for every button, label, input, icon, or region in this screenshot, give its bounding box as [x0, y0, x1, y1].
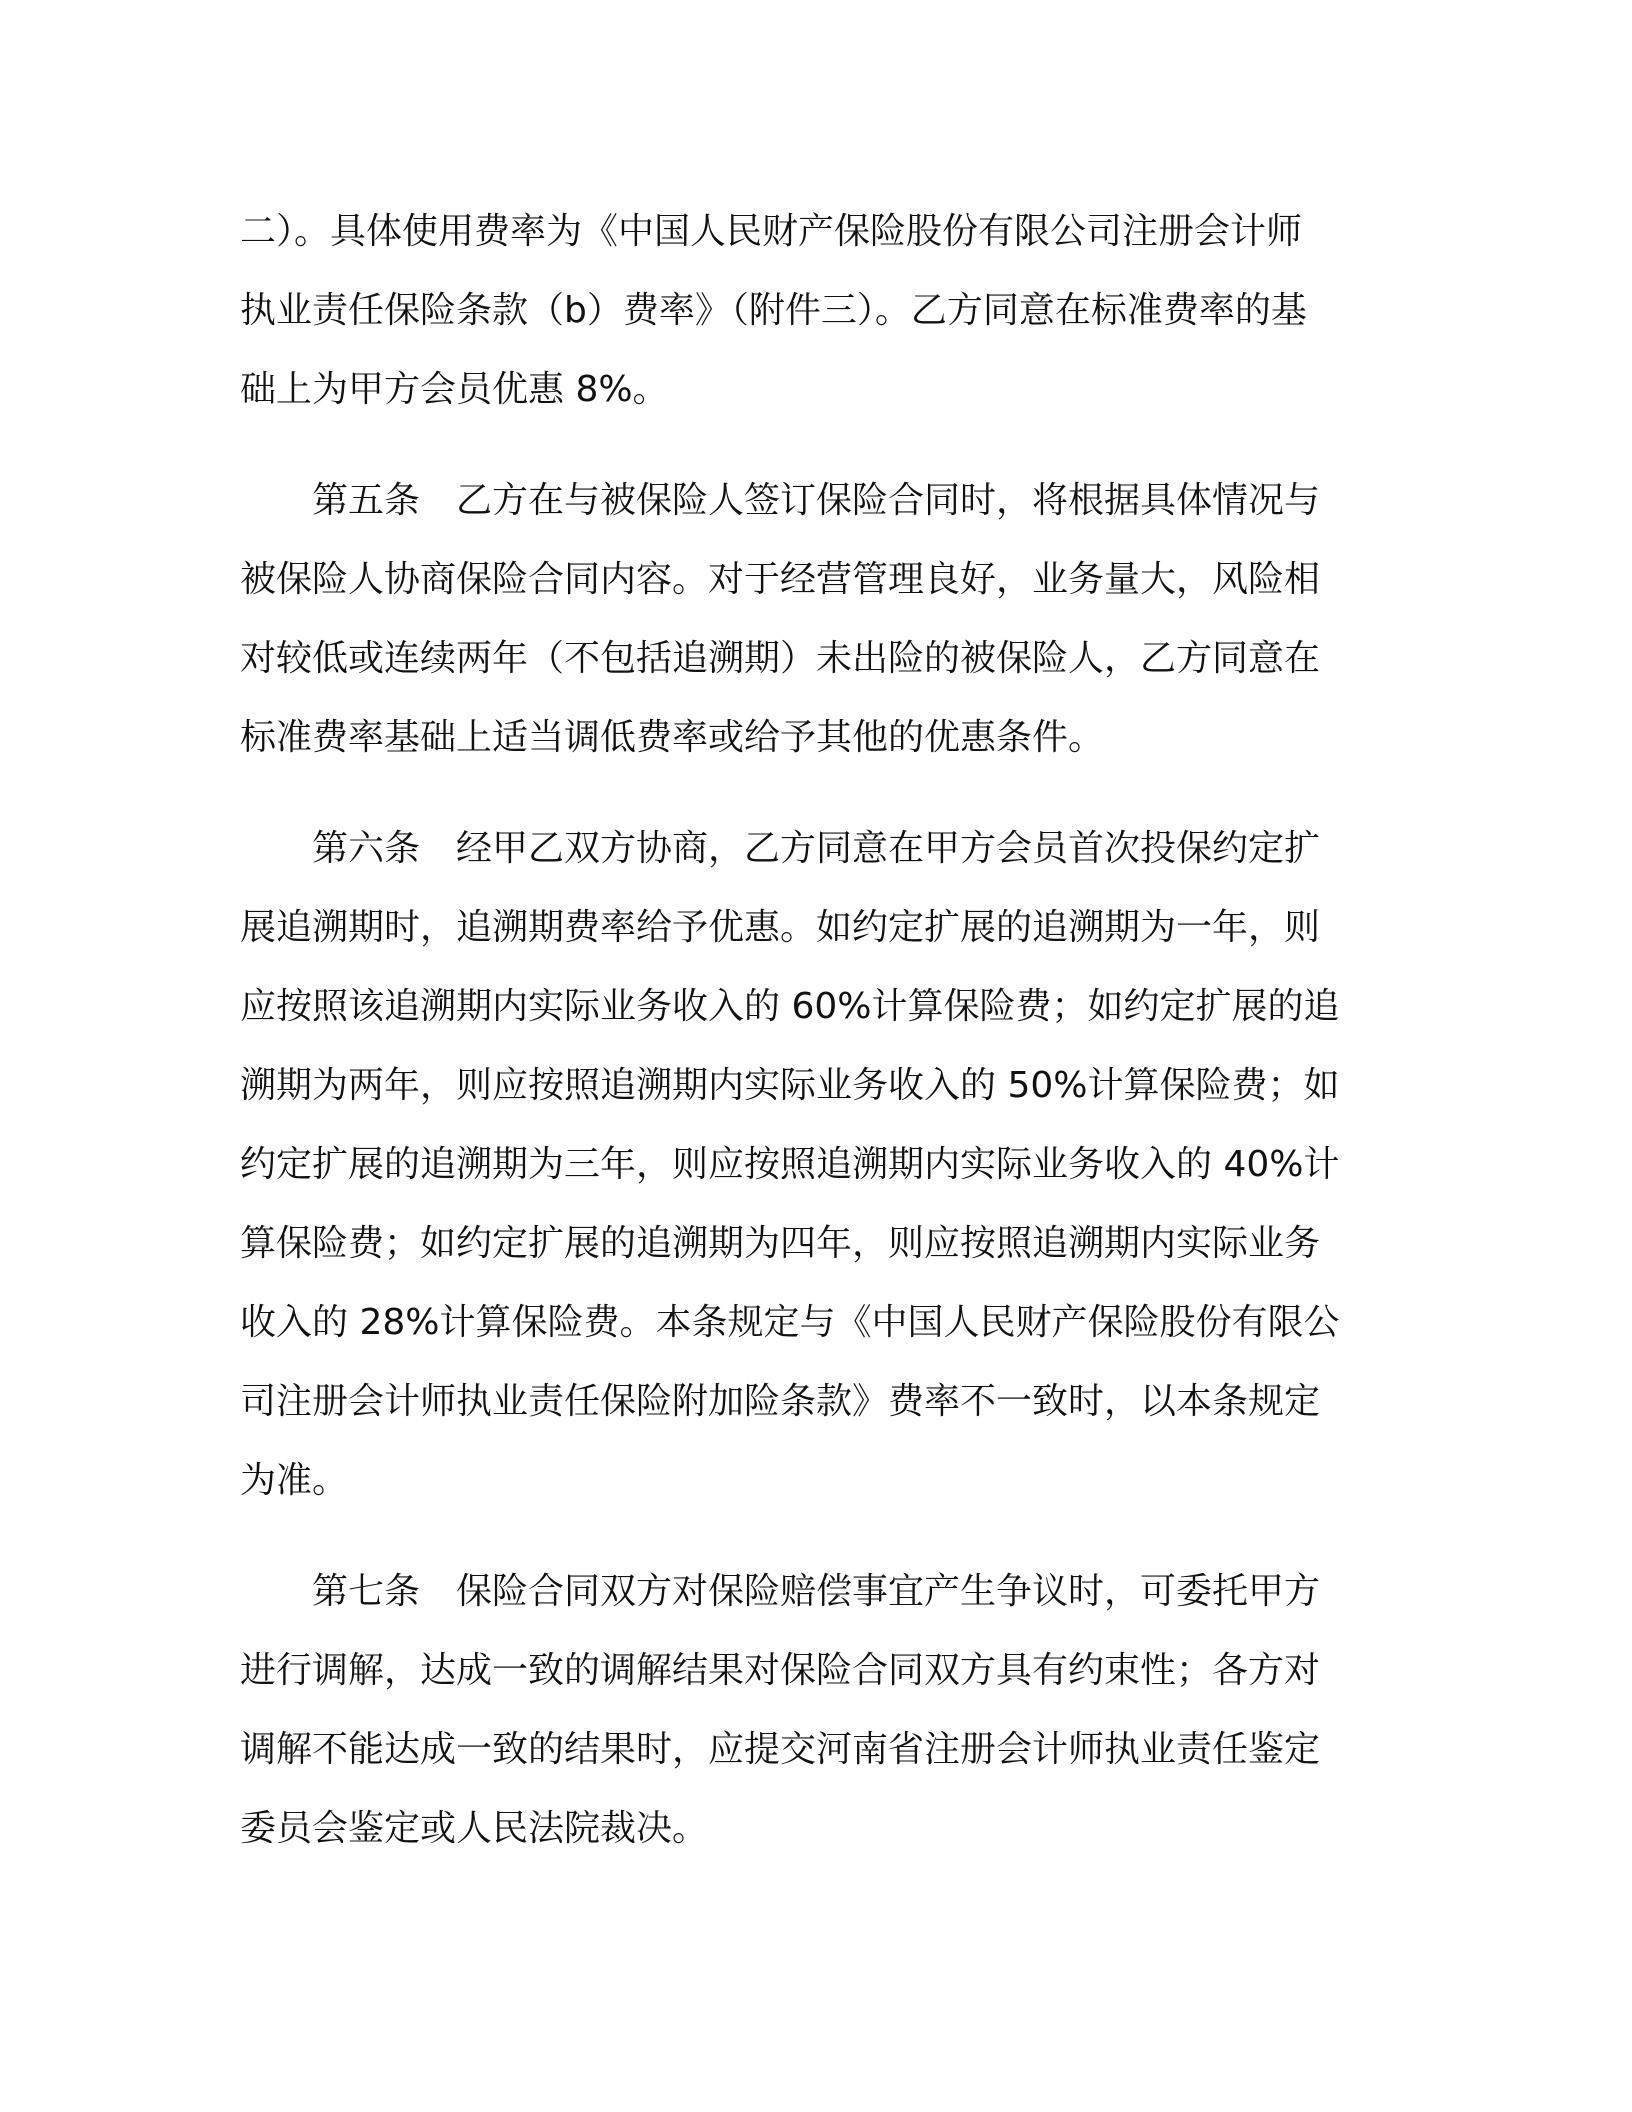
paragraph-line: 进行调解，达成一致的调解结果对保险合同双方具有约束性；各方对: [240, 1650, 1321, 1691]
paragraph-line: 对较低或连续两年（不包括追溯期）未出险的被保险人，乙方同意在: [240, 638, 1321, 679]
paragraph-line: 保险合同双方对保险赔偿事宜产生争议时，可委托甲方: [456, 1571, 1321, 1612]
paragraph-line: 被保险人协商保险合同内容。对于经营管理良好，业务量大，风险相: [240, 559, 1321, 600]
article-5: [240, 461, 1390, 777]
paragraph-line: 约定扩展的追溯期为三年，则应按照追溯期内实际业务收入的 40%计: [240, 1144, 1340, 1185]
paragraph-line: 调解不能达成一致的结果时，应提交河南省注册会计师执业责任鉴定: [240, 1729, 1321, 1770]
article-label: 第五条: [312, 480, 421, 521]
paragraph-continuation: [240, 192, 1390, 429]
paragraph-line: 乙方在与被保险人签订保险合同时，将根据具体情况与: [456, 480, 1321, 521]
paragraph-line: 算保险费；如约定扩展的追溯期为四年，则应按照追溯期内实际业务: [240, 1223, 1321, 1264]
article-7: [240, 1552, 1390, 1868]
article-label: 第六条: [312, 828, 421, 869]
article-6: [240, 809, 1390, 1520]
paragraph-line: 应按照该追溯期内实际业务收入的 60%计算保险费；如约定扩展的追: [240, 986, 1340, 1027]
paragraph-line: 经甲乙双方协商，乙方同意在甲方会员首次投保约定扩: [456, 828, 1321, 869]
paragraph-line: 溯期为两年，则应按照追溯期内实际业务收入的 50%计算保险费；如: [240, 1065, 1340, 1106]
document-body: [240, 192, 1390, 1868]
paragraph-line: 为准。: [240, 1460, 349, 1501]
paragraph-line: 展追溯期时，追溯期费率给予优惠。如约定扩展的追溯期为一年，则: [240, 907, 1321, 948]
paragraph-line: 司注册会计师执业责任保险附加险条款》费率不一致时，以本条规定: [240, 1381, 1321, 1422]
paragraph-line: 础上为甲方会员优惠 8%。: [240, 369, 669, 410]
paragraph-line: 收入的 28%计算保险费。本条规定与《中国人民财产保险股份有限公: [240, 1302, 1340, 1343]
article-label: 第七条: [312, 1571, 421, 1612]
paragraph-line: 委员会鉴定或人民法院裁决。: [240, 1808, 709, 1849]
paragraph-line: 执业责任保险条款（b）费率》（附件三）。乙方同意在标准费率的基: [240, 290, 1307, 331]
paragraph-line: 二）。具体使用费率为《中国人民财产保险股份有限公司注册会计师: [240, 211, 1303, 252]
paragraph-line: 标准费率基础上适当调低费率或给予其他的优惠条件。: [240, 717, 1105, 758]
